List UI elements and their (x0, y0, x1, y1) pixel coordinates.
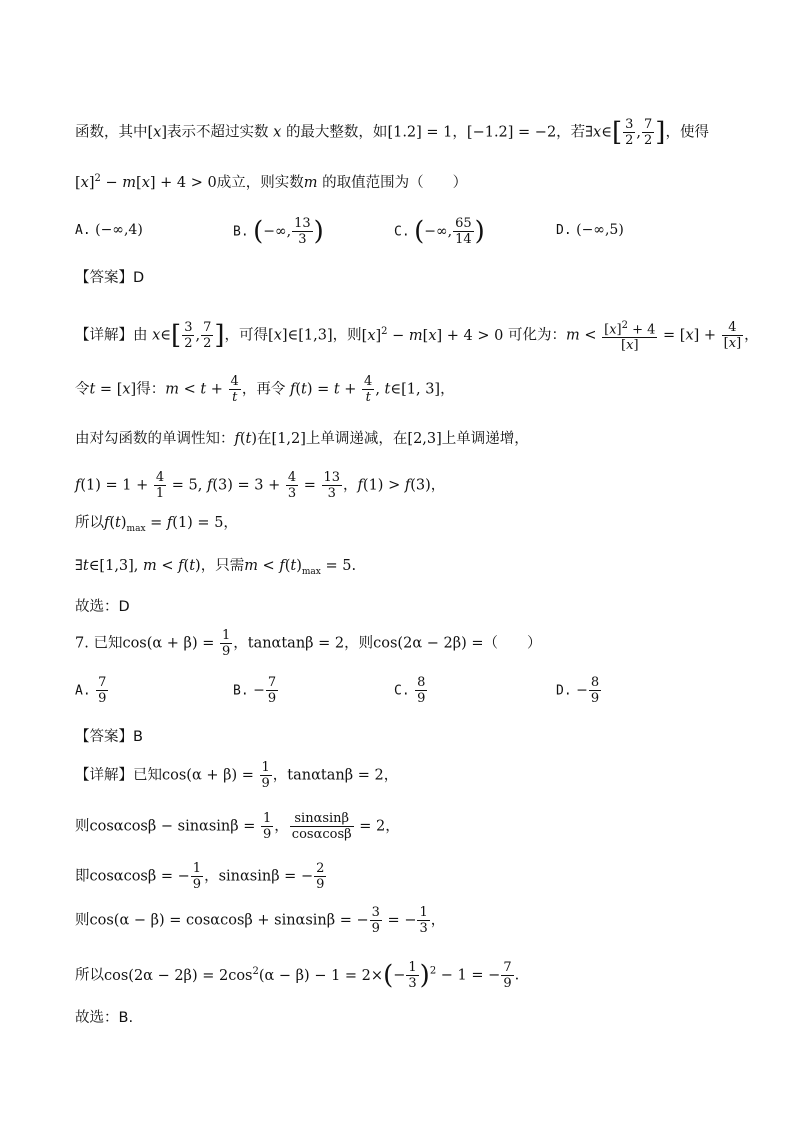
q6-option-d: D. (−∞,5) (556, 222, 624, 238)
q7-option-a: A. $\frac{7}{9}$ (75, 675, 107, 706)
q6-detail-line-4: f(1) = 1 + $\frac{4}{1}$ = 5, f(3) = 3 + $\frac{4}{3}$ = $\frac{13}{3}$ ，f(1) > f(3)， (75, 470, 446, 501)
q6-detail-line-1: 【详解】由 x∈[ $\frac{3}{2}$ , $\frac{7}{2}$ ]，可得[x]∈[1,3]，则$[x]^2 - m[x] + 4 > 0$ 可化为：m < $\frac{[x]^2 + 4}{[x]}$ = [x] + $\frac{4}{[x]}$ ， (75, 320, 759, 354)
q7-option-d: D. − $\frac{8}{9}$ (556, 675, 600, 706)
q7-detail-line-2: 则cosαcosβ − sinαsinβ = $\frac{1}{9}$ ， $\frac{\sin\alpha\sin\beta}{\cos\alpha\cos\beta}$ = 2， (75, 811, 400, 842)
q6-answer: 【答案】D (75, 270, 145, 286)
q6-stem-line-1: 函数，其中[x]表示不超过实数 x 的最大整数，如[1.2] = 1，[−1.2] = −2，若∃x∈[ $\frac{3}{2}$ , $\frac{7}{2}$ ]，使得 (75, 117, 709, 148)
q7-detail-line-3: 即cosαcosβ = − $\frac{1}{9}$ ，sinαsinβ = − $\frac{2}{9}$ (75, 861, 325, 892)
q6-detail-line-5: 所以$f(t)_{max} = f(1) = 5$， (75, 515, 238, 534)
q7-detail-line-1: 【详解】已知cos(α + β) = $\frac{1}{9}$ ，tanαtanβ = 2， (75, 760, 399, 791)
q7-stem: 7. 已知cos(α + β) = $\frac{1}{9}$ ，tanαtanβ = 2，则cos(2α − 2β) =（ ） (75, 628, 542, 659)
q6-option-c: C. (−∞, $\frac{65}{14}$ ) (394, 216, 485, 247)
q6-detail-line-6: ∃t∈[1,3], m < f(t)，只需$m < f(t)_{max} = 5$. (75, 558, 357, 577)
q6-option-a: A. (−∞,4) (75, 222, 143, 238)
q6-detail-line-2: 令t = [x]得：m < t + $\frac{4}{t}$ ，再令 f(t) = t + $\frac{4}{t}$ , t∈[1, 3]， (75, 374, 455, 405)
q6-conclusion: 故选：D (75, 599, 130, 615)
q6-detail-line-3: 由对勾函数的单调性知：f(t)在[1,2]上单调递减，在[2,3]上单调递增， (75, 431, 529, 447)
q7-detail-line-4: 则cos(α − β) = cosαcosβ + sinαsinβ = − $\frac{3}{9}$ = − $\frac{1}{3}$ ， (75, 905, 446, 936)
q7-answer: 【答案】B (75, 729, 143, 745)
q6-stem-line-2: $[x]^2 - m[x] + 4 > 0$成立，则实数m 的取值范围为（ ） (75, 173, 468, 191)
q7-option-c: C. $\frac{8}{9}$ (394, 675, 426, 706)
q6-option-b: B. (−∞, $\frac{13}{3}$ ) (233, 216, 324, 247)
q7-option-b: B. − $\frac{7}{9}$ (233, 675, 277, 706)
q7-conclusion: 故选：B. (75, 1010, 134, 1026)
q7-detail-line-5: 所以$\cos(2\alpha - 2\beta) = 2\cos^2(\alpha - \beta) - 1 = 2\times(-$ $\frac{1}{3}$ )$^2$ − 1 = − $\frac{7}{9}$ . (75, 960, 520, 991)
